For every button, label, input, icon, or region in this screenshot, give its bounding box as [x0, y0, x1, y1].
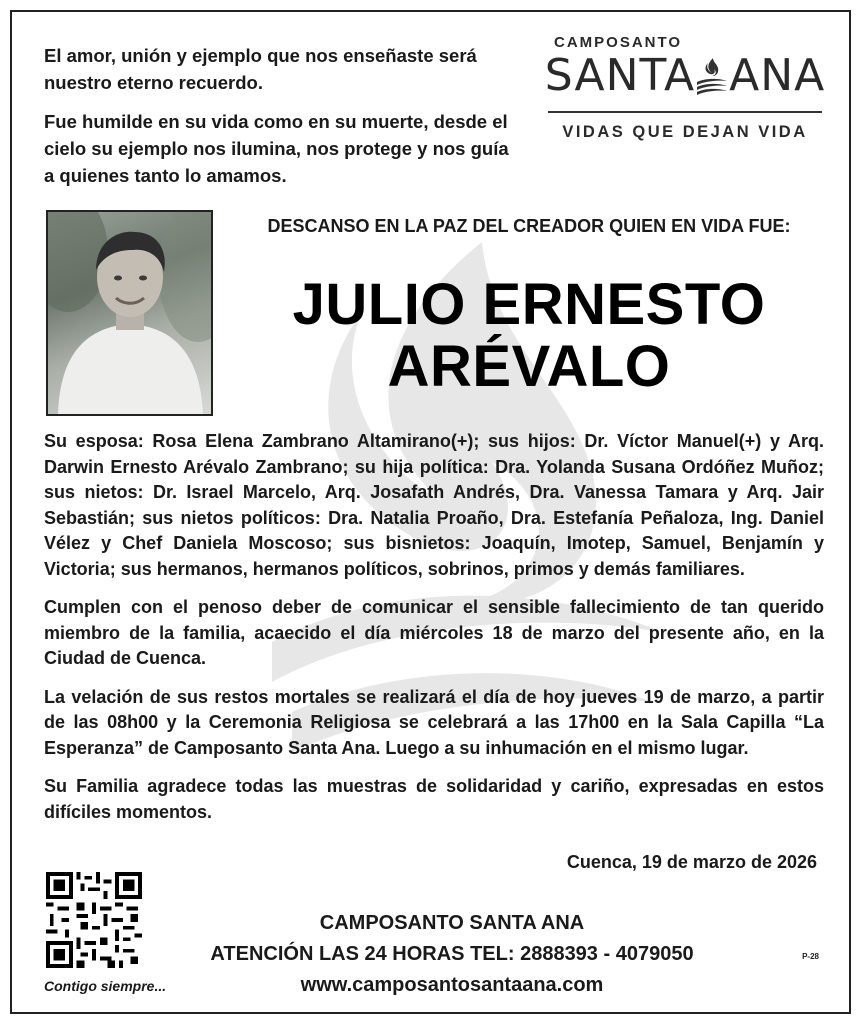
thanks-paragraph: Su Familia agradece todas las muestras de solidaridad y cariño, expresadas en estos difíciles momentos.: [44, 776, 824, 822]
obituary-frame: [10, 10, 851, 1014]
logo-main-text: [540, 51, 830, 101]
intro-text: [44, 42, 524, 201]
date-line: Cuenca, 19 de marzo de 2026: [566, 852, 817, 872]
notice-paragraph: Cumplen con el penoso deber de comunicar el sensible fallecimiento de tan querido miembro de la familia, acaecido el día miércoles 18 de marzo del presente año, en la Ciudad de Cuenca.: [44, 597, 824, 668]
camposanto-logo: [540, 34, 830, 142]
intro-paragraph-1: El amor, unión y ejemplo que nos enseñaste será nuestro eterno recuerdo.: [44, 45, 477, 93]
deceased-photo: [46, 210, 213, 416]
deceased-name-line-1: JULIO ERNESTO: [292, 272, 766, 337]
footer-phone: ATENCIÓN LAS 24 HORAS TEL: 2888393 - 4079050: [210, 943, 694, 965]
logo-top-text: CAMPOSANTO: [554, 34, 683, 51]
qr-caption: Contigo siempre...: [44, 978, 167, 994]
deceased-name-line-2: ARÉVALO: [387, 334, 671, 399]
rest-in-peace-heading: DESCANSO EN LA PAZ DEL CREADOR QUIEN EN VIDA FUE:: [267, 216, 791, 236]
logo-main-left: SANTA: [544, 50, 696, 101]
family-paragraph: Su esposa: Rosa Elena Zambrano Altamirano(+); sus hijos: Dr. Víctor Manuel(+) y Arq. Darwin Ernesto Arévalo Zambrano; su hija política: Dra. Yolanda Susana Ordóñez Muñoz; sus nietos: Dr. Israel Marcelo, Arq. Josafath Andrés, Dra. Vanessa Tamara y Arq. Jair Sebastián; sus nietos políticos: Dra. Natalia Proaño, Dra. Estefanía Peñaloza, Ing. Daniel Vélez y Chef Daniela Moscoso; sus bisnietos: Joaquín, Imotep, Samuel, Benjamín y Victoria; sus hermanos, hermanos políticos, sobrinos, primos y demás familiares.: [44, 431, 824, 579]
logo-main-right: ANA: [729, 50, 826, 101]
flame-wave-icon: [695, 56, 729, 96]
logo-tagline: VIDAS QUE DEJAN VIDA: [562, 123, 808, 141]
footer-contact: [152, 908, 752, 1001]
qr-code-icon[interactable]: [46, 872, 142, 968]
deceased-name: [224, 274, 834, 398]
footer-website-link[interactable]: www.camposantosantaana.com: [300, 974, 604, 996]
intro-paragraph-2: Fue humilde en su vida como en su muerte, desde el cielo su ejemplo nos ilumina, nos protege y nos guía a quienes tanto lo amamos.: [44, 111, 509, 186]
logo-divider: [548, 111, 822, 113]
obituary-body: [44, 429, 824, 838]
footer-company-name: CAMPOSANTO SANTA ANA: [319, 912, 585, 934]
portrait-figure: [48, 212, 211, 414]
ad-code: P-28: [802, 952, 819, 961]
velacion-paragraph: La velación de sus restos mortales se realizará el día de hoy jueves 19 de marzo, a partir de las 08h00 y la Ceremonia Religiosa se celebrará a las 17h00 en la Sala Capilla “La Esperanza” de Camposanto Santa Ana. Luego a su inhumación en el mismo lugar.: [44, 686, 824, 758]
